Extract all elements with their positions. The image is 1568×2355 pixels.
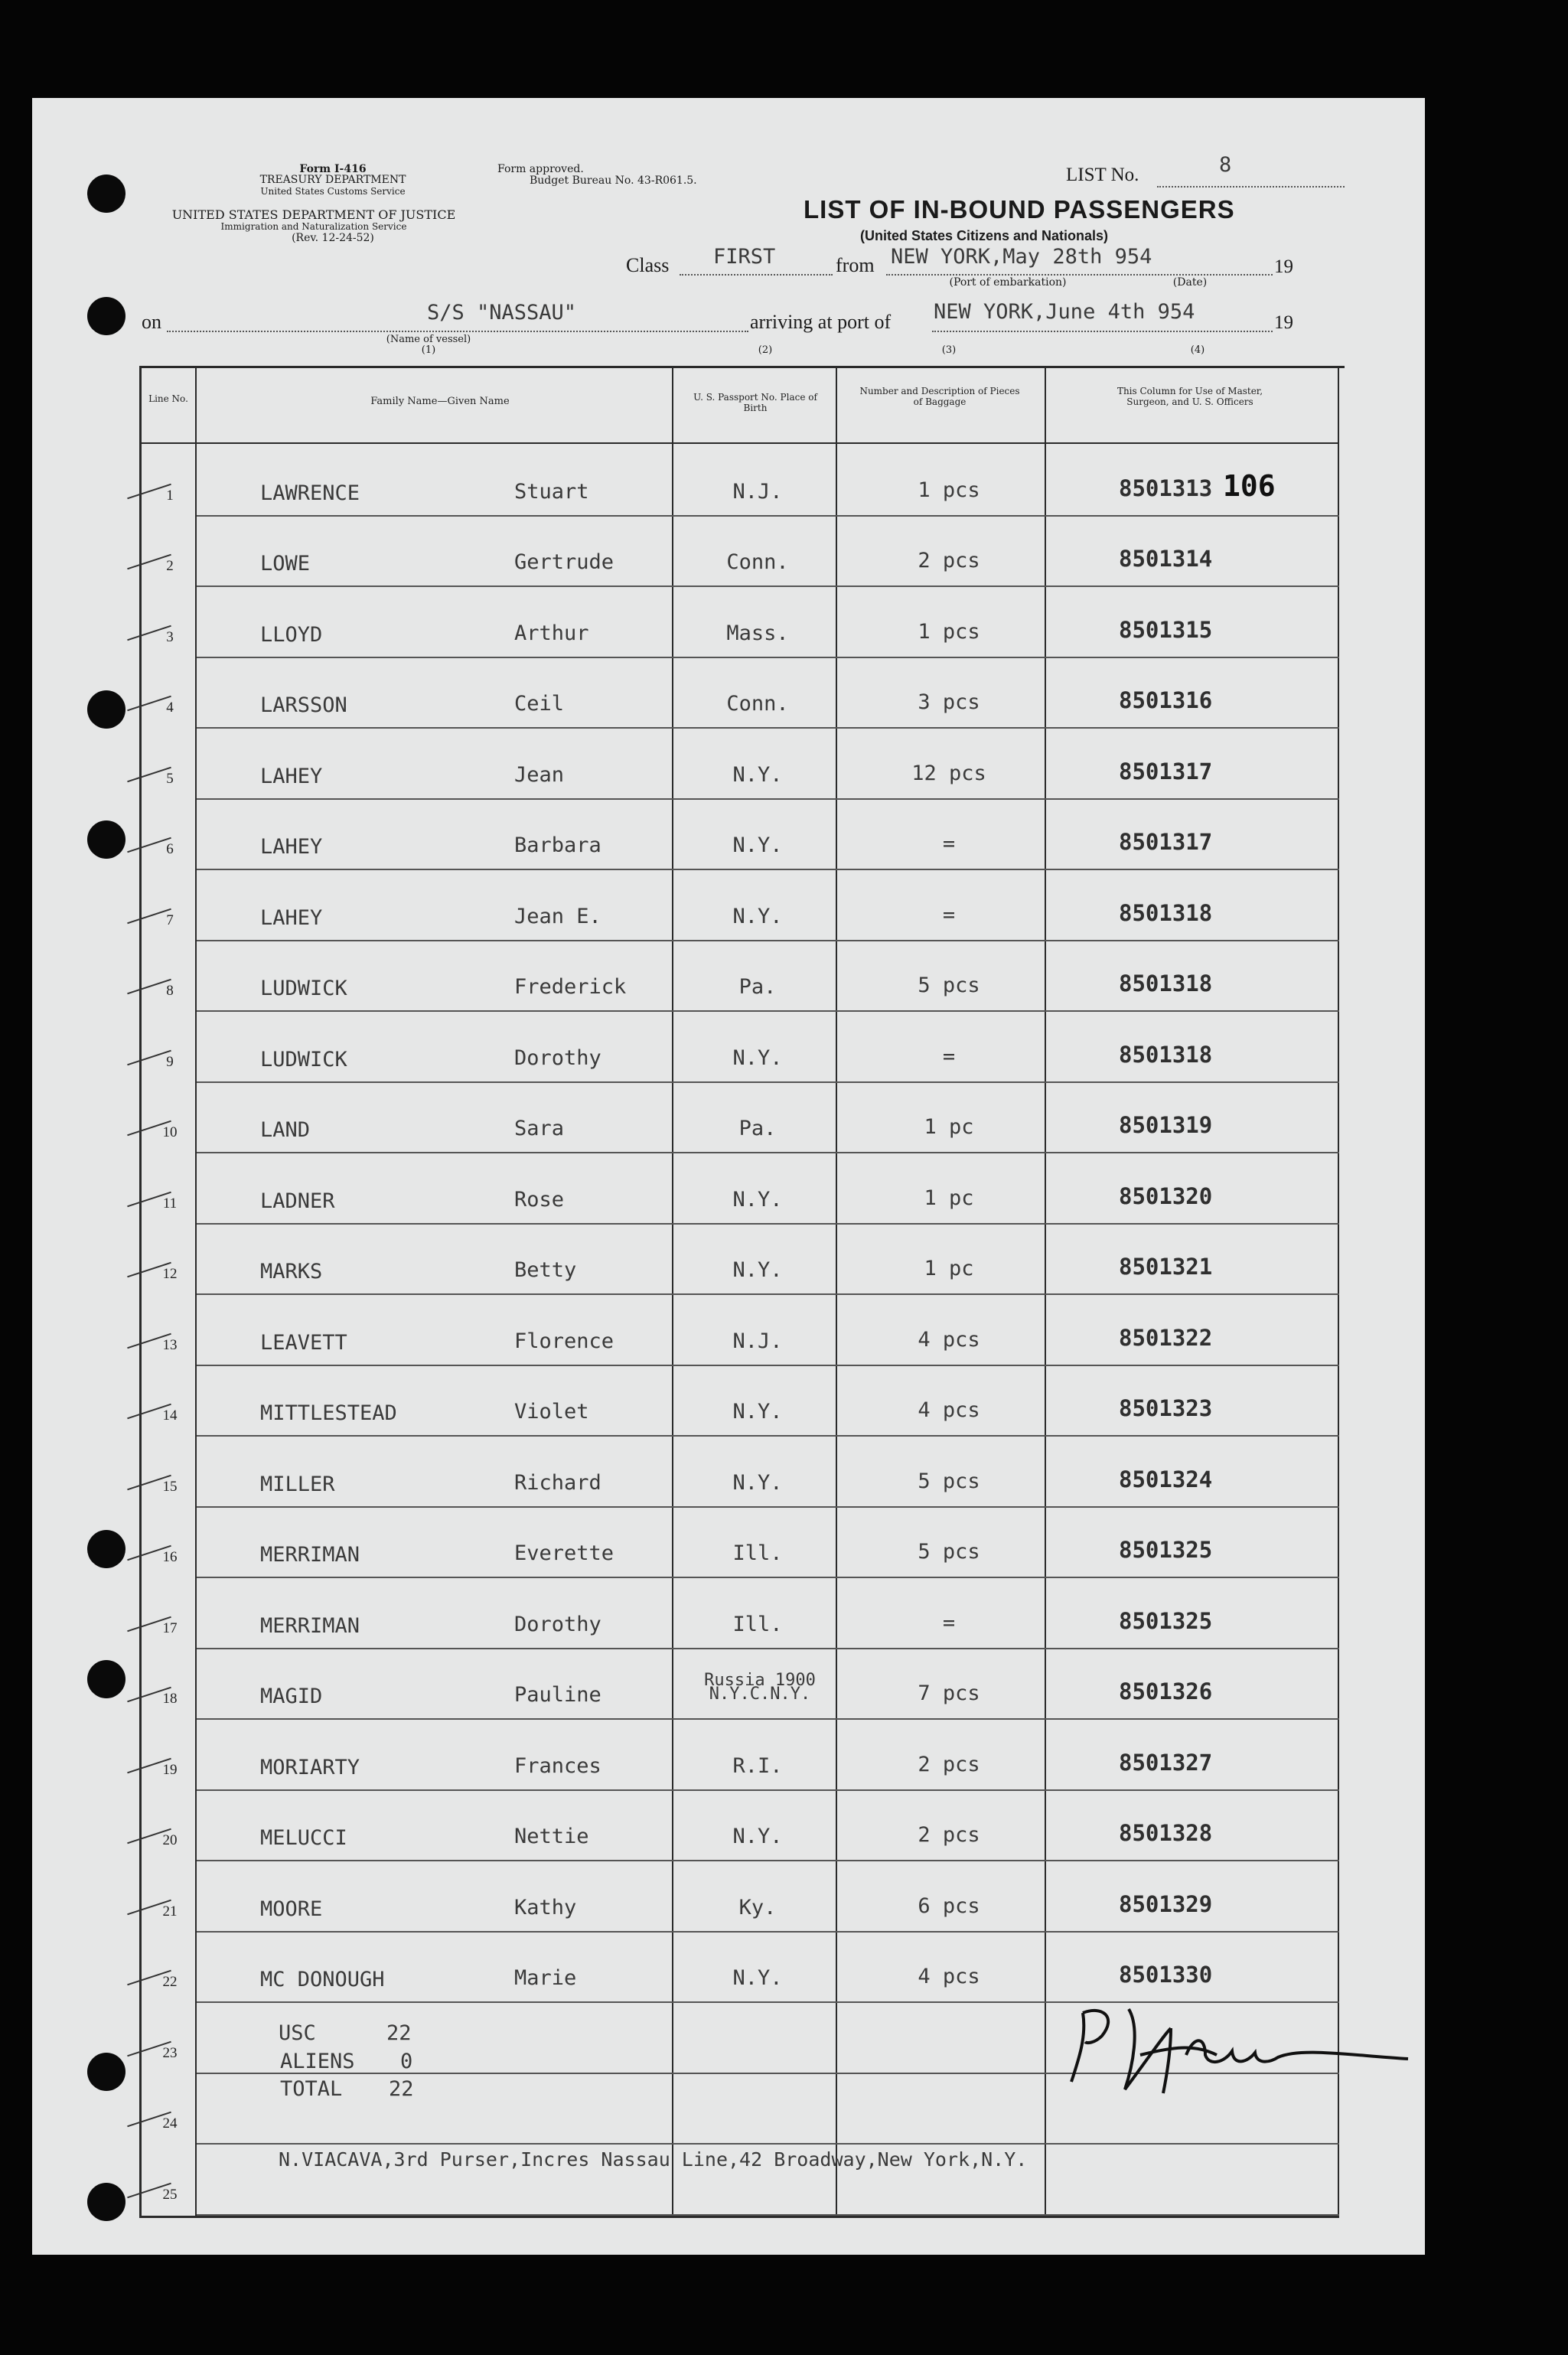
signature [1056, 1982, 1416, 2105]
family-name: LUDWICK [260, 1047, 347, 1071]
given-name: Richard [514, 1470, 601, 1495]
line-number: 22 [162, 1974, 178, 1990]
family-name: LADNER [260, 1189, 335, 1213]
row-divider [197, 1789, 1339, 1791]
officer-number: 8501325 [1119, 1607, 1213, 1634]
aliens-value: 0 [400, 2050, 413, 2073]
line-number: 9 [166, 1053, 174, 1070]
given-name: Dorothy [514, 1612, 601, 1636]
class-label: Class [626, 254, 670, 276]
family-name: MERRIMAN [260, 1613, 360, 1638]
officer-number: 8501319 [1119, 1112, 1213, 1138]
officer-number: 8501323 [1119, 1395, 1213, 1421]
line-number: 20 [162, 1832, 178, 1848]
officer-number: 8501317 [1119, 829, 1213, 855]
punch-hole [87, 297, 126, 335]
place-of-birth: N.Y. [732, 1470, 783, 1495]
baggage-count: 12 pcs [911, 761, 986, 785]
punch-hole [87, 2053, 126, 2091]
given-name: Sara [514, 1117, 565, 1140]
row-divider [197, 515, 1339, 517]
given-name: Frederick [514, 975, 627, 999]
line-number: 11 [162, 1195, 178, 1212]
family-name: LEAVETT [260, 1330, 347, 1355]
row-divider [197, 1648, 1339, 1649]
row-divider [197, 1577, 1339, 1578]
usc-value: 22 [386, 2021, 412, 2045]
baggage-count: 1 pc [924, 1115, 974, 1139]
class-rule [680, 274, 833, 276]
page-title: LIST OF IN-BOUND PASSENGERS [804, 195, 1235, 223]
baggage-count: = [942, 1610, 956, 1635]
place-of-birth: Ky. [738, 1895, 777, 1920]
line-number: 12 [162, 1266, 178, 1282]
form-approved: Form approved. [497, 163, 584, 175]
line-number: 23 [162, 2044, 178, 2061]
officer-number: 8501316 [1119, 687, 1213, 713]
from-value: NEW YORK,May 28th 954 [891, 245, 1152, 269]
baggage-count: 5 pcs [918, 1469, 980, 1493]
place-of-birth: Conn. [726, 692, 789, 716]
line-number: 13 [162, 1336, 178, 1353]
ins-service: Immigration and Naturalization Service [220, 221, 407, 232]
given-name: Arthur [514, 621, 589, 645]
punch-hole [87, 690, 126, 729]
year-label-2: 19 [1274, 312, 1293, 333]
vessel-name: S/S "NASSAU" [427, 301, 577, 325]
usc-label: USC [279, 2021, 316, 2045]
line-number: 10 [162, 1124, 178, 1140]
col-line-divider [195, 366, 197, 2218]
year-label: 19 [1274, 256, 1293, 277]
purser-line: N.VIACAVA,3rd Purser,Incres Nassau Line,42 Broadway,New York,N.Y. [279, 2148, 1028, 2171]
line-number: 4 [166, 700, 174, 716]
family-name: LOWE [260, 552, 311, 576]
punch-hole [87, 2183, 126, 2221]
treasury-dept: TREASURY DEPARTMENT [259, 174, 406, 186]
family-name: LAHEY [260, 905, 323, 930]
arriving-label: arriving at port of [750, 311, 892, 333]
line-number: 19 [162, 1761, 178, 1778]
officer-number: 8501325 [1119, 1537, 1213, 1563]
officer-number: 8501324 [1119, 1466, 1213, 1492]
punch-hole [87, 1530, 126, 1568]
table-right-rule [1338, 366, 1339, 2218]
punch-hole [87, 820, 126, 859]
baggage-count: 2 pcs [918, 1823, 980, 1847]
baggage-count: 1 pcs [918, 478, 980, 502]
baggage-count: 3 pcs [918, 690, 980, 714]
family-name: MITTLESTEAD [260, 1401, 397, 1425]
line-number: 1 [166, 487, 174, 504]
officer-number: 8501329 [1119, 1890, 1213, 1917]
punch-hole [87, 1660, 126, 1698]
place-of-birth: N.Y. [732, 1825, 783, 1848]
given-name: Violet [514, 1400, 589, 1424]
given-name: Rose [514, 1187, 565, 1212]
place-of-birth: N.J. [732, 479, 783, 504]
row-divider [197, 869, 1339, 870]
officer-number: 8501320 [1119, 1182, 1213, 1209]
col-birth-divider [836, 366, 837, 2218]
place-of-birth: N.Y. [732, 1045, 783, 1070]
customs-service: United States Customs Service [260, 186, 406, 197]
family-name: MC DONOUGH [260, 1968, 385, 1991]
baggage-count: 4 pcs [918, 1398, 980, 1422]
family-name: LUDWICK [260, 977, 347, 1000]
on-label: on [142, 311, 161, 333]
line-number: 16 [162, 1549, 178, 1565]
officer-number: 8501314 [1119, 546, 1213, 572]
officer-number: 8501318 [1119, 899, 1213, 926]
officer-number: 8501318 [1119, 1041, 1213, 1068]
given-name: Barbara [514, 833, 601, 857]
row-divider [197, 2143, 1339, 2145]
family-name: LAHEY [260, 764, 323, 788]
place-of-birth: Pa. [738, 1117, 777, 1140]
line-number: 2 [166, 558, 174, 574]
baggage-count: = [942, 902, 956, 927]
family-name: MORIARTY [260, 1755, 360, 1779]
line-number: 6 [166, 841, 174, 857]
given-name: Everette [514, 1541, 614, 1565]
row-divider [197, 1435, 1339, 1437]
baggage-count: 5 pcs [918, 1540, 980, 1564]
from-rule [886, 274, 1257, 276]
total-label: TOTAL [280, 2077, 343, 2101]
given-name: Nettie [514, 1825, 589, 1848]
officer-number: 8501318 [1119, 970, 1213, 996]
family-name: LAND [260, 1118, 311, 1142]
place-of-birth: N.J. [732, 1329, 783, 1353]
baggage-count: = [942, 1044, 956, 1068]
officer-number: 8501313 [1119, 475, 1213, 501]
given-name: Marie [514, 1966, 577, 1990]
family-name: LARSSON [260, 693, 347, 717]
date-label: (Date) [1172, 276, 1208, 289]
place-of-birth: Russia 1900 N.Y.C.N.Y. [704, 1671, 816, 1704]
header-officers: This Column for Use of Master, Surgeon, and U. S. Officers [1117, 386, 1263, 407]
list-no-value: 8 [1219, 153, 1232, 177]
baggage-count: 2 pcs [918, 549, 980, 572]
line-number: 21 [162, 1903, 178, 1920]
given-name: Florence [514, 1329, 614, 1353]
row-divider [197, 1081, 1339, 1083]
officer-number: 8501327 [1119, 1749, 1213, 1776]
line-number: 5 [166, 770, 174, 787]
place-of-birth: N.Y. [732, 1966, 783, 1990]
year-rule-2 [1259, 331, 1273, 332]
line-number: 14 [162, 1407, 178, 1424]
from-label: from [836, 254, 875, 276]
list-no-label: LIST No. [1066, 165, 1139, 185]
place-of-birth: N.Y. [732, 762, 783, 787]
justice-dept: UNITED STATES DEPARTMENT OF JUSTICE [171, 207, 456, 222]
family-name: MERRIMAN [260, 1543, 360, 1567]
officer-number: 8501322 [1119, 1324, 1213, 1351]
baggage-count: 4 pcs [918, 1327, 980, 1352]
col3-no: (3) [941, 344, 957, 356]
row-divider [197, 727, 1339, 729]
baggage-count: 4 pcs [918, 1965, 980, 1988]
given-name: Jean [514, 762, 565, 787]
total-value: 22 [389, 2077, 414, 2101]
officer-number: 8501330 [1119, 1962, 1213, 1988]
row-divider [197, 2214, 1339, 2216]
place-of-birth: Pa. [738, 975, 777, 999]
header-name: Family Name—Given Name [370, 396, 510, 407]
col-name-divider [672, 366, 673, 2218]
given-name: Dorothy [514, 1045, 601, 1070]
punch-hole [87, 175, 126, 213]
place-of-birth: Ill. [732, 1612, 783, 1636]
budget-bureau: Budget Bureau No. 43-R061.5. [530, 175, 697, 187]
table-bottom-rule [139, 2216, 1339, 2218]
row-divider [197, 940, 1339, 941]
vessel-rule [167, 331, 748, 332]
list-no-rule [1157, 186, 1345, 188]
officer-number: 8501315 [1119, 616, 1213, 643]
given-name: Ceil [514, 692, 565, 716]
table-top-rule [139, 366, 1345, 368]
family-name: LAHEY [260, 835, 323, 859]
line-number: 24 [162, 2115, 178, 2132]
year-rule [1259, 274, 1273, 276]
place-of-birth: R.I. [732, 1753, 783, 1778]
family-name: MELUCCI [260, 1826, 347, 1850]
form-number: Form I-416 [299, 163, 367, 175]
class-value: FIRST [713, 245, 776, 269]
row-divider [197, 798, 1339, 800]
row-divider [197, 1293, 1339, 1295]
baggage-count: 7 pcs [918, 1681, 980, 1705]
aliens-label: ALIENS [280, 2050, 355, 2073]
officer-number: 8501317 [1119, 758, 1213, 784]
baggage-count: 1 pc [924, 1186, 974, 1210]
given-name: Frances [514, 1753, 601, 1778]
given-name: Betty [514, 1258, 577, 1282]
revision-date: (Rev. 12-24-52) [292, 232, 374, 244]
vessel-label: (Name of vessel) [386, 334, 471, 345]
family-name: MILLER [260, 1472, 335, 1496]
row-divider [197, 1506, 1339, 1508]
line-number: 17 [162, 1619, 178, 1636]
baggage-count: 2 pcs [918, 1752, 980, 1776]
place-of-birth: N.Y. [732, 904, 783, 928]
line-number: 7 [166, 912, 174, 928]
header-passport: U. S. Passport No. Place of Birth [693, 392, 817, 413]
port-embarkation-label: (Port of embarkation) [949, 276, 1067, 289]
family-name: LAWRENCE [260, 481, 360, 505]
family-name: MAGID [260, 1685, 323, 1708]
row-divider [197, 1860, 1339, 1861]
baggage-count: 5 pcs [918, 974, 980, 997]
baggage-count: 1 pcs [918, 619, 980, 644]
baggage-count: = [942, 832, 956, 856]
row-divider [197, 1152, 1339, 1153]
baggage-count: 6 pcs [918, 1893, 980, 1918]
page-subtitle: (United States Citizens and Nationals) [860, 228, 1109, 243]
place-of-birth: N.Y. [732, 1187, 783, 1212]
vessel-col-no: (1) [421, 344, 436, 356]
given-name: Pauline [514, 1683, 601, 1707]
row-divider [197, 1223, 1339, 1225]
place-of-birth: N.Y. [732, 833, 783, 857]
table-left-rule [139, 366, 142, 2218]
header-line-no: Line No. [148, 393, 188, 404]
given-name: Gertrude [514, 550, 614, 574]
place-of-birth: N.Y. [732, 1258, 783, 1282]
arrival-rule [932, 331, 1257, 332]
col2-no: (2) [758, 344, 773, 356]
place-of-birth: Conn. [726, 550, 789, 574]
family-name: MARKS [260, 1260, 323, 1284]
place-of-birth: Ill. [732, 1541, 783, 1565]
list-stamp-number: 106 [1223, 468, 1276, 503]
header-bottom-rule [139, 442, 1339, 444]
row-divider [197, 1931, 1339, 1933]
arrival-value: NEW YORK,June 4th 954 [934, 300, 1195, 324]
col-baggage-divider [1045, 366, 1046, 2218]
row-divider [197, 1365, 1339, 1366]
family-name: LLOYD [260, 622, 323, 647]
place-of-birth: Mass. [726, 621, 789, 645]
col4-no: (4) [1190, 344, 1205, 356]
given-name: Stuart [514, 479, 589, 504]
line-number: 18 [162, 1691, 178, 1707]
row-divider [197, 657, 1339, 658]
line-number: 8 [166, 983, 174, 999]
given-name: Kathy [514, 1895, 577, 1920]
given-name: Jean E. [514, 904, 601, 928]
officer-number: 8501326 [1119, 1678, 1213, 1704]
baggage-count: 1 pc [924, 1257, 974, 1280]
line-number: 15 [162, 1478, 178, 1495]
family-name: MOORE [260, 1897, 323, 1921]
row-divider [197, 1010, 1339, 1012]
officer-number: 8501321 [1119, 1254, 1213, 1280]
row-divider [197, 1718, 1339, 1720]
header-baggage: Number and Description of Pieces of Baggage [859, 386, 1020, 407]
row-divider [197, 585, 1339, 587]
line-number: 25 [162, 2186, 178, 2203]
place-of-birth: N.Y. [732, 1400, 783, 1424]
line-number: 3 [166, 628, 174, 645]
officer-number: 8501328 [1119, 1820, 1213, 1846]
